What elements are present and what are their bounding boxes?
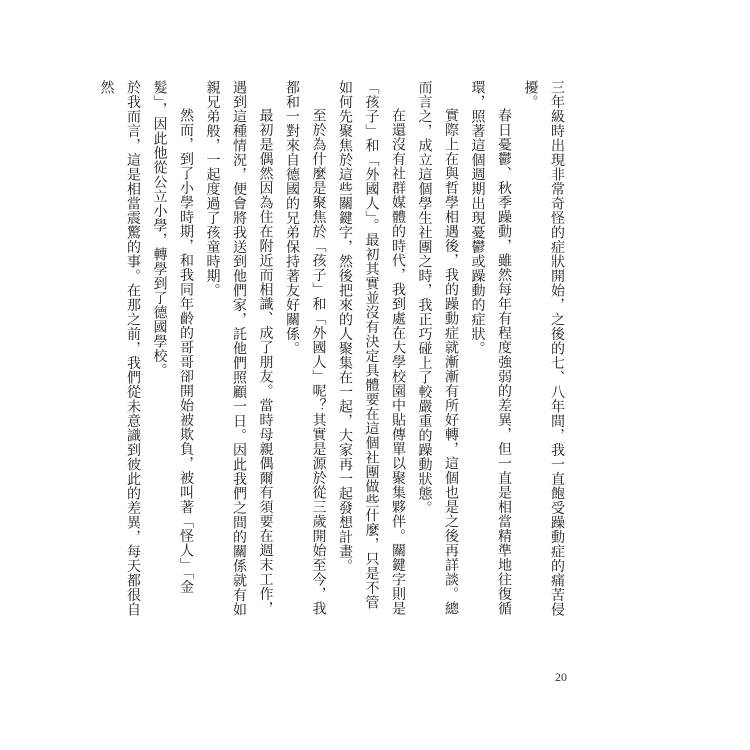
paragraph: 最初是偶然因為住在附近而相識、成了朋友。當時母親偶爾有須要在週末工作，遇到這種情況，便會將我送到他們家，託他們照顧一日。因此我們之間的關係就有如親兄弟般，一起度過了孩童時期。 [204,80,274,617]
paragraph: 春日憂鬱、秋季躁動，雖然每年有程度強弱的差異，但一直是相當精準地往復循環，照著這個週期出現憂鬱或躁動的症狀。 [469,80,512,616]
paragraph: 實際上在與哲學相遇後，我的躁動症就漸漸有所好轉，這個也是之後再詳談。總而言之，成立這個學生社團之時，我正巧碰上了較嚴重的躁動狀態。 [416,80,459,616]
paragraph: 於我而言，這是相當震驚的事。在那之前，我們從未意識到彼此的差異，每天都很自然 [98,80,141,617]
paragraph: 三年級時出現非常奇怪的症狀開始，之後的七、八年間，我一直飽受躁動症的痛苦侵擾。 [522,80,565,617]
vertical-text-body [93,80,570,620]
paragraph: 至於為什麼是聚焦於「孩子」和「外國人」呢？其實是源於從三歲開始至今，我都和一對來自德國的兄弟保持著友好關係。 [284,80,327,616]
paragraph: 然而，到了小學時期，和我同年齡的哥哥卻開始被欺負，被叫著「怪人」「金髮」，因此他從公立小學，轉學到了德國學校。 [151,80,194,594]
page-number: 20 [555,670,567,684]
paragraph: 在還沒有社群媒體的時代，我到處在大學校園中貼傳單以聚集夥伴。關鍵字則是「孩子」和「外國人」。最初其實並沒有決定具體要在這個社團做些什麼，只是不管如何先聚焦於這些關鍵字，然後把來的人聚集在一起，大家再一起發想計畫。 [337,80,406,616]
